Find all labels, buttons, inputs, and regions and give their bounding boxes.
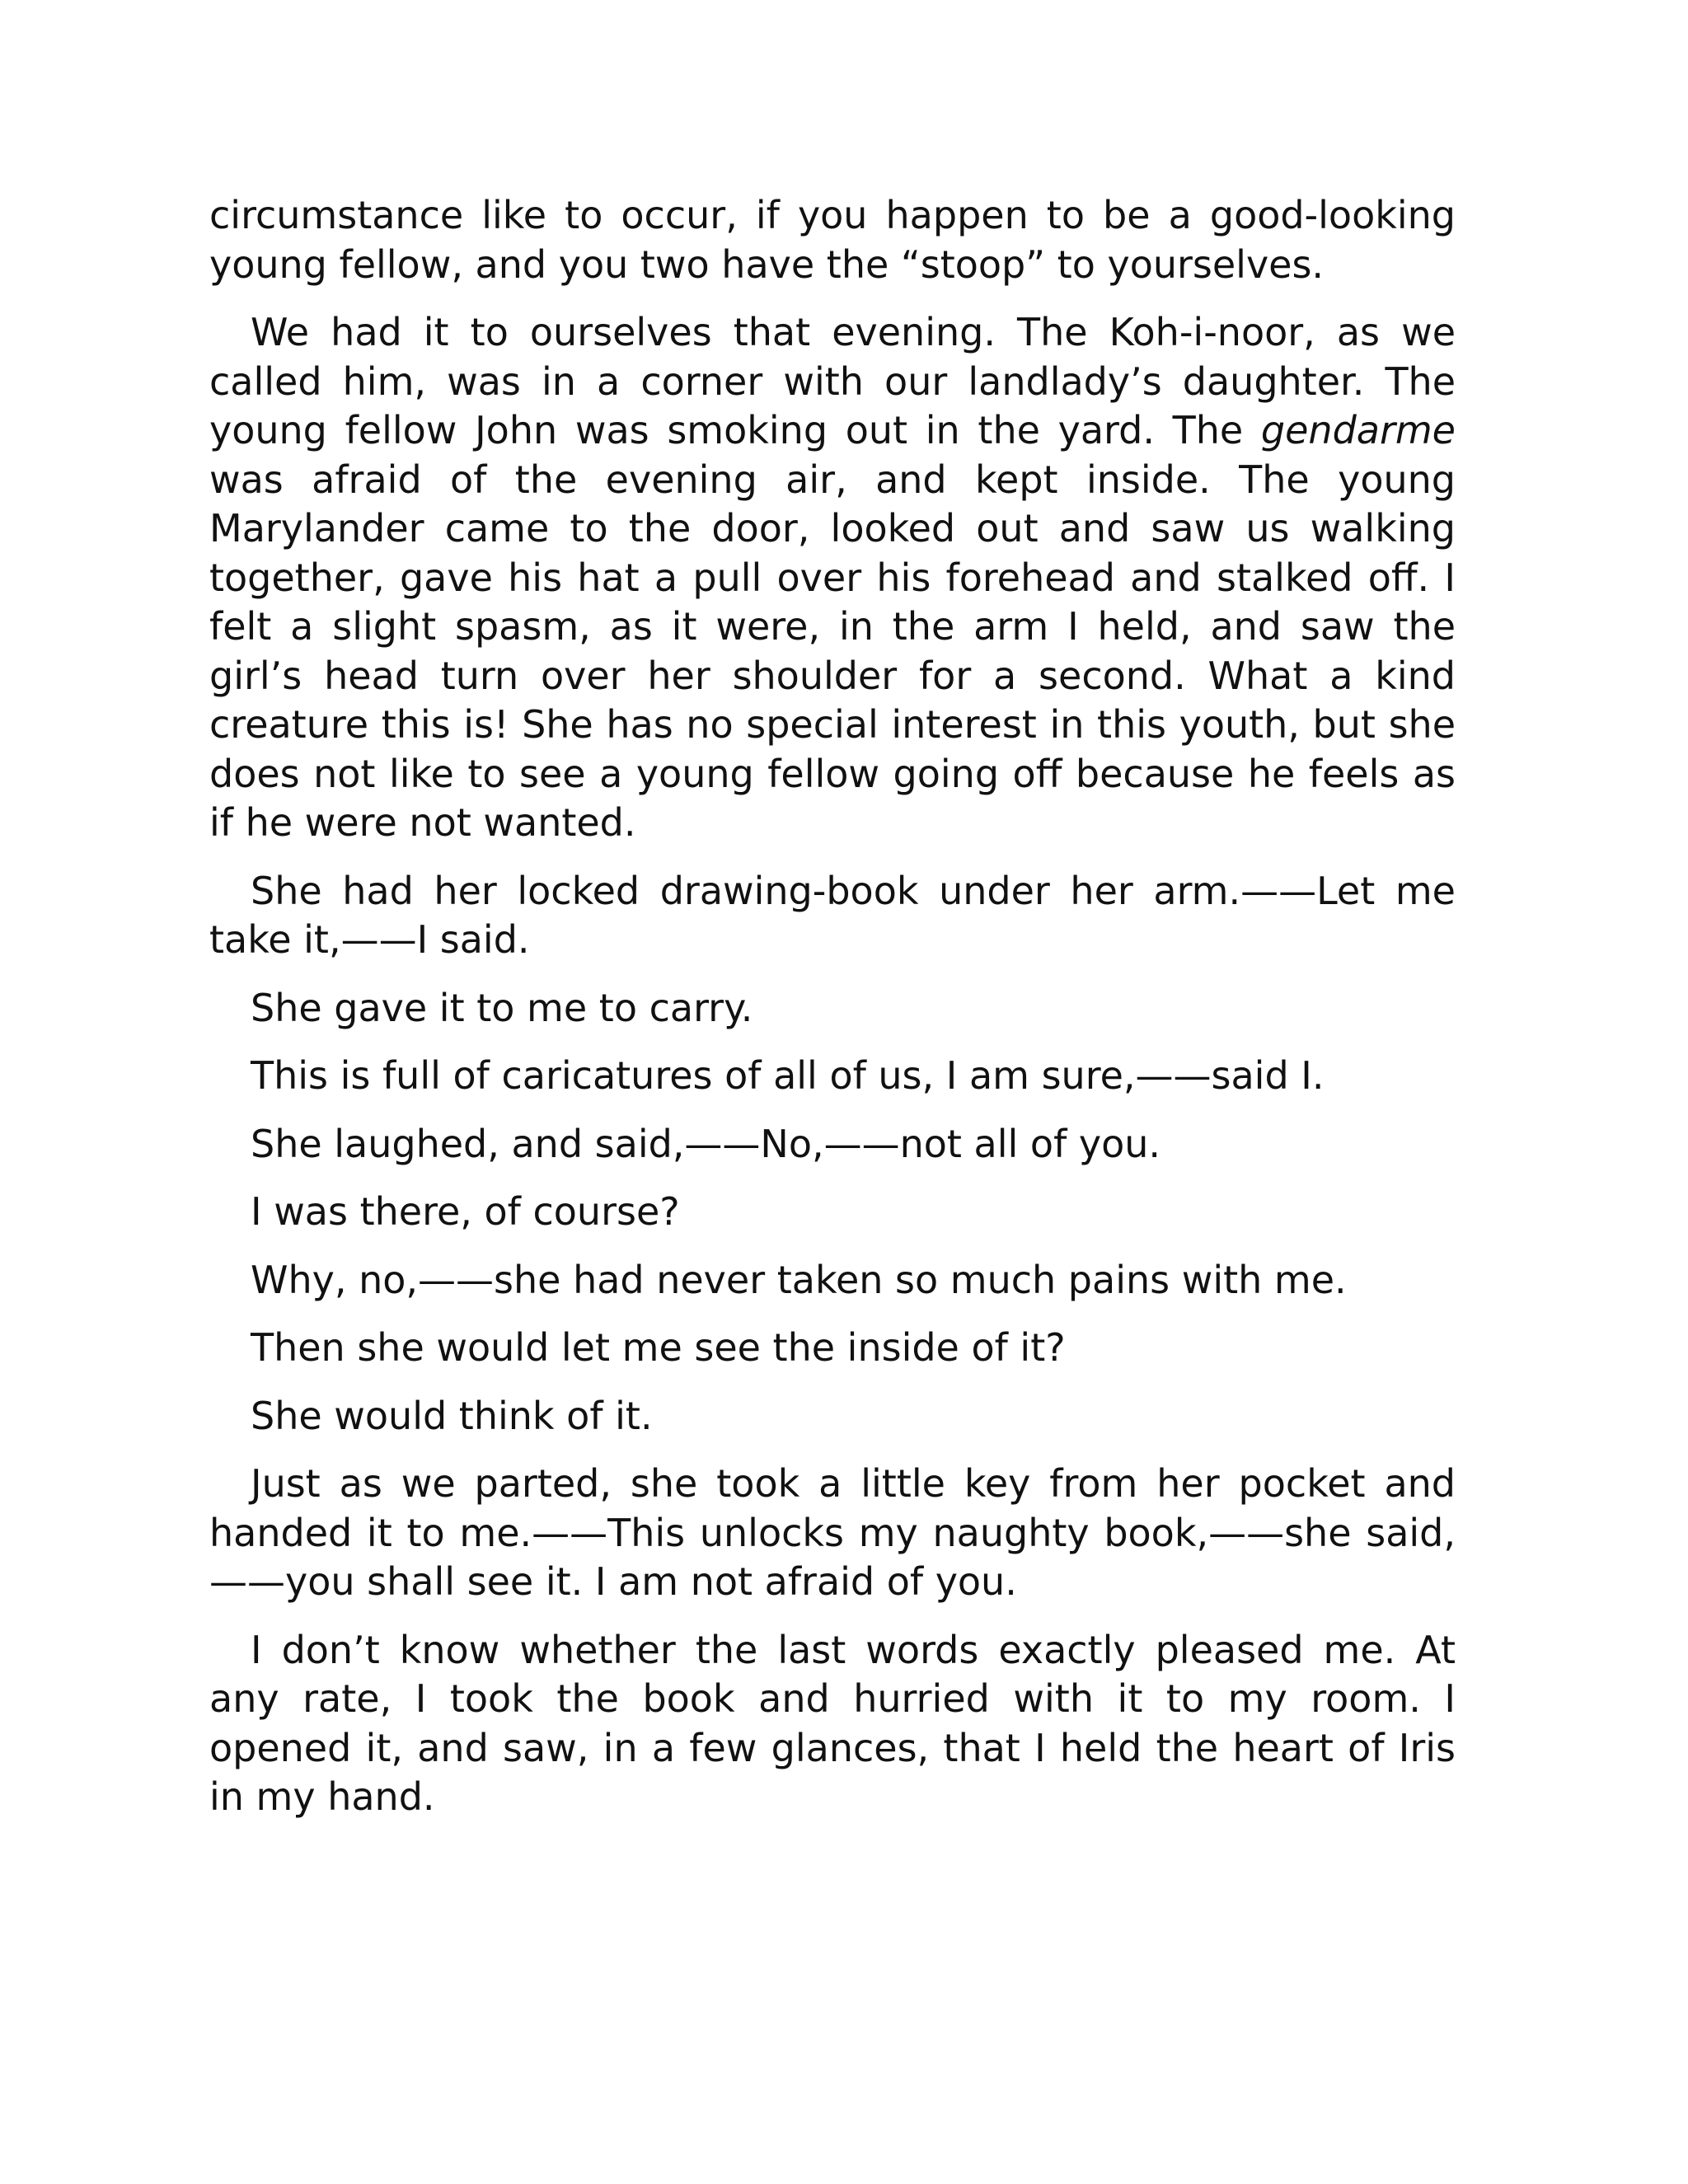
paragraph-evening	[209, 308, 1456, 848]
paragraph-why-no: Why, no,——she had never taken so much pains with me.	[251, 1257, 1347, 1302]
paragraph-drawing-book: She had her locked drawing-book under her arm.——Let me take it,——I said.	[209, 868, 1456, 962]
page-body-text	[209, 191, 1456, 1841]
paragraph-caricatures: This is full of caricatures of all of us, I am sure,——said I.	[251, 1053, 1325, 1098]
paragraph-text: circumstance like to occur, if you happen to be a good-looking young fellow, and you two have the “stoop” to yourselves.	[209, 193, 1456, 287]
italic-word: gendarme	[1260, 408, 1456, 452]
paragraph-text-part: was afraid of the evening air, and kept inside. The young Marylander came to the door, looked out and saw us walking together, gave his hat a pull over his forehead and stalked off. I felt a slight spasm, as it were, in the arm I held, and saw the girl’s head turn over her shoulder for a second. What a kind creature this is! She has no special interest in this youth, but she does not like to see a young fellow going off because he feels as if he were not wanted.	[209, 457, 1456, 845]
paragraph-continued	[209, 191, 1456, 289]
paragraph-text-part: We had it to ourselves that evening. The Koh-i-noor, as we called him, was in a corner with our landlady’s daughter. The young fellow John was smoking out in the yard. The	[209, 310, 1456, 452]
paragraph-carry: She gave it to me to carry.	[251, 985, 753, 1030]
paragraph-parted: Just as we parted, she took a little key from her pocket and handed it to me.——This unlocks my naughty book,——she said,——you shall see it. I am not afraid of you.	[209, 1461, 1456, 1604]
paragraph-inside: Then she would let me see the inside of it?	[251, 1325, 1066, 1370]
paragraph-think: She would think of it.	[251, 1393, 653, 1438]
paragraph-was-there: I was there, of course?	[251, 1189, 680, 1234]
paragraph-last-words: I don’t know whether the last words exactly pleased me. At any rate, I took the book and hurried with it to my room. I opened it, and saw, in a few glances, that I held the heart of Iris in my hand.	[209, 1627, 1456, 1819]
paragraph-laughed: She laughed, and said,——No,——not all of you.	[251, 1121, 1161, 1166]
